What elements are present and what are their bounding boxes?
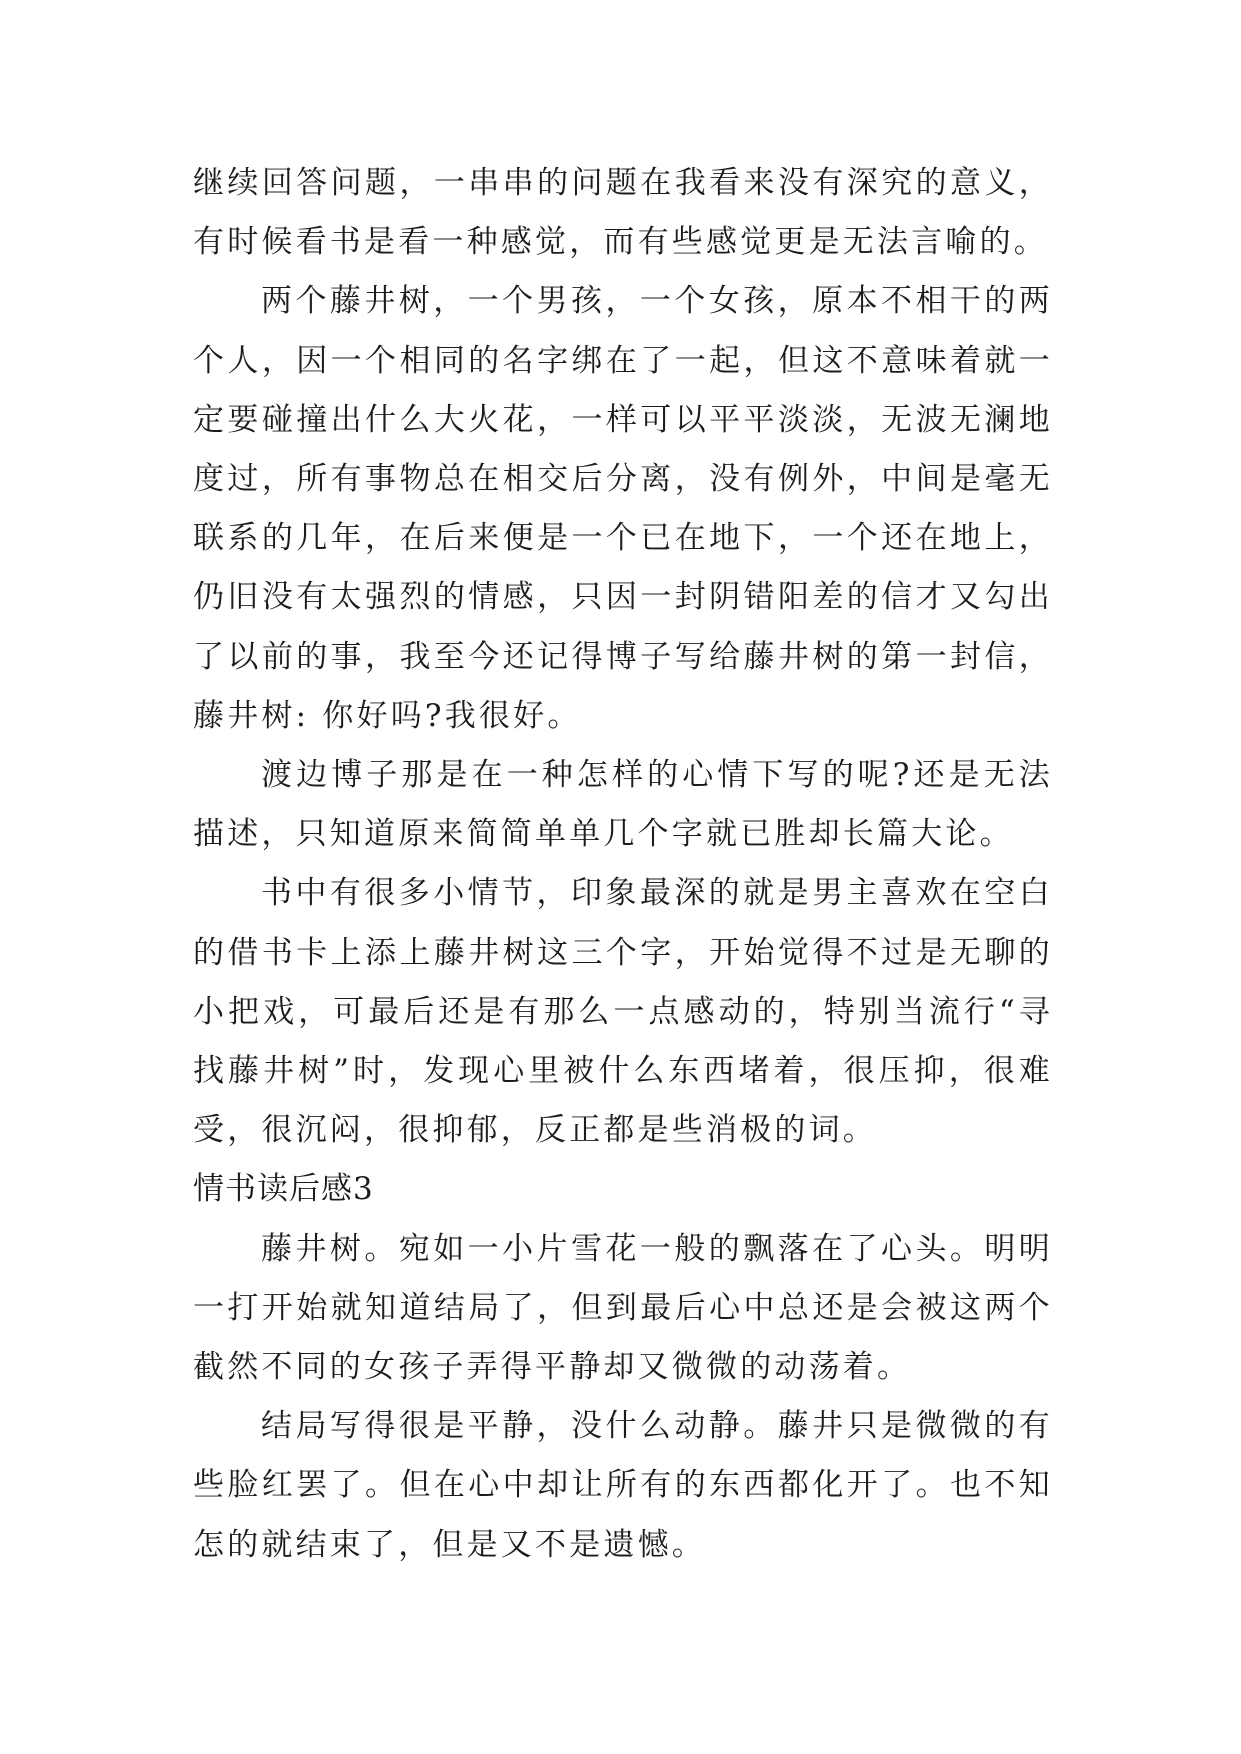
paragraph-two-fujii-itsuki: 两个藤井树，一个男孩，一个女孩，原本不相干的两个人，因一个相同的名字绑在了一起，但这不意味着就一定要碰撞出什么大火花，一样可以平平淡淡，无波无澜地度过，所有事物总在相交后分离，没有例外，中间是毫无联系的几年，在后来便是一个已在地下，一个还在地上，仍旧没有太强烈的情感，只因一封阴错阳差的信才又勾出了以前的事，我至今还记得博子写给藤井树的第一封信，藤井树: 你好吗?我很好。 bbox=[193, 283, 1053, 734]
paragraph-watanabe-hiroko: 渡边博子那是在一种怎样的心情下写的呢?还是无法描述，只知道原来简简单单几个字就已胜却长篇大论。 bbox=[193, 757, 1053, 853]
paragraph-library-card: 书中有很多小情节，印象最深的就是男主喜欢在空白的借书卡上添上藤井树这三个字，开始觉得不过是无聊的小把戏，可最后还是有那么一点感动的，特别当流行“寻找藤井树”时，发现心里被什么东西堵着，很压抑，很难受，很沉闷，很抑郁，反正都是些消极的词。 bbox=[193, 875, 1053, 1149]
paragraph-snowflake: 藤井树。宛如一小片雪花一般的飘落在了心头。明明一打开始就知道结局了，但到最后心中总还是会被这两个截然不同的女孩子弄得平静却又微微的动荡着。 bbox=[193, 1230, 1053, 1386]
paragraph-continuation: 继续回答问题，一串串的问题在我看来没有深究的意义，有时候看书是看一种感觉，而有些感觉更是无法言喻的。 bbox=[193, 165, 1053, 261]
document-page bbox=[193, 154, 1053, 1575]
paragraph-ending: 结局写得很是平静，没什么动静。藤井只是微微的有些脸红罢了。但在心中却让所有的东西都化开了。也不知怎的就结束了，但是又不是遗憾。 bbox=[193, 1408, 1053, 1563]
section-title: 情书读后感3 bbox=[193, 1171, 374, 1208]
